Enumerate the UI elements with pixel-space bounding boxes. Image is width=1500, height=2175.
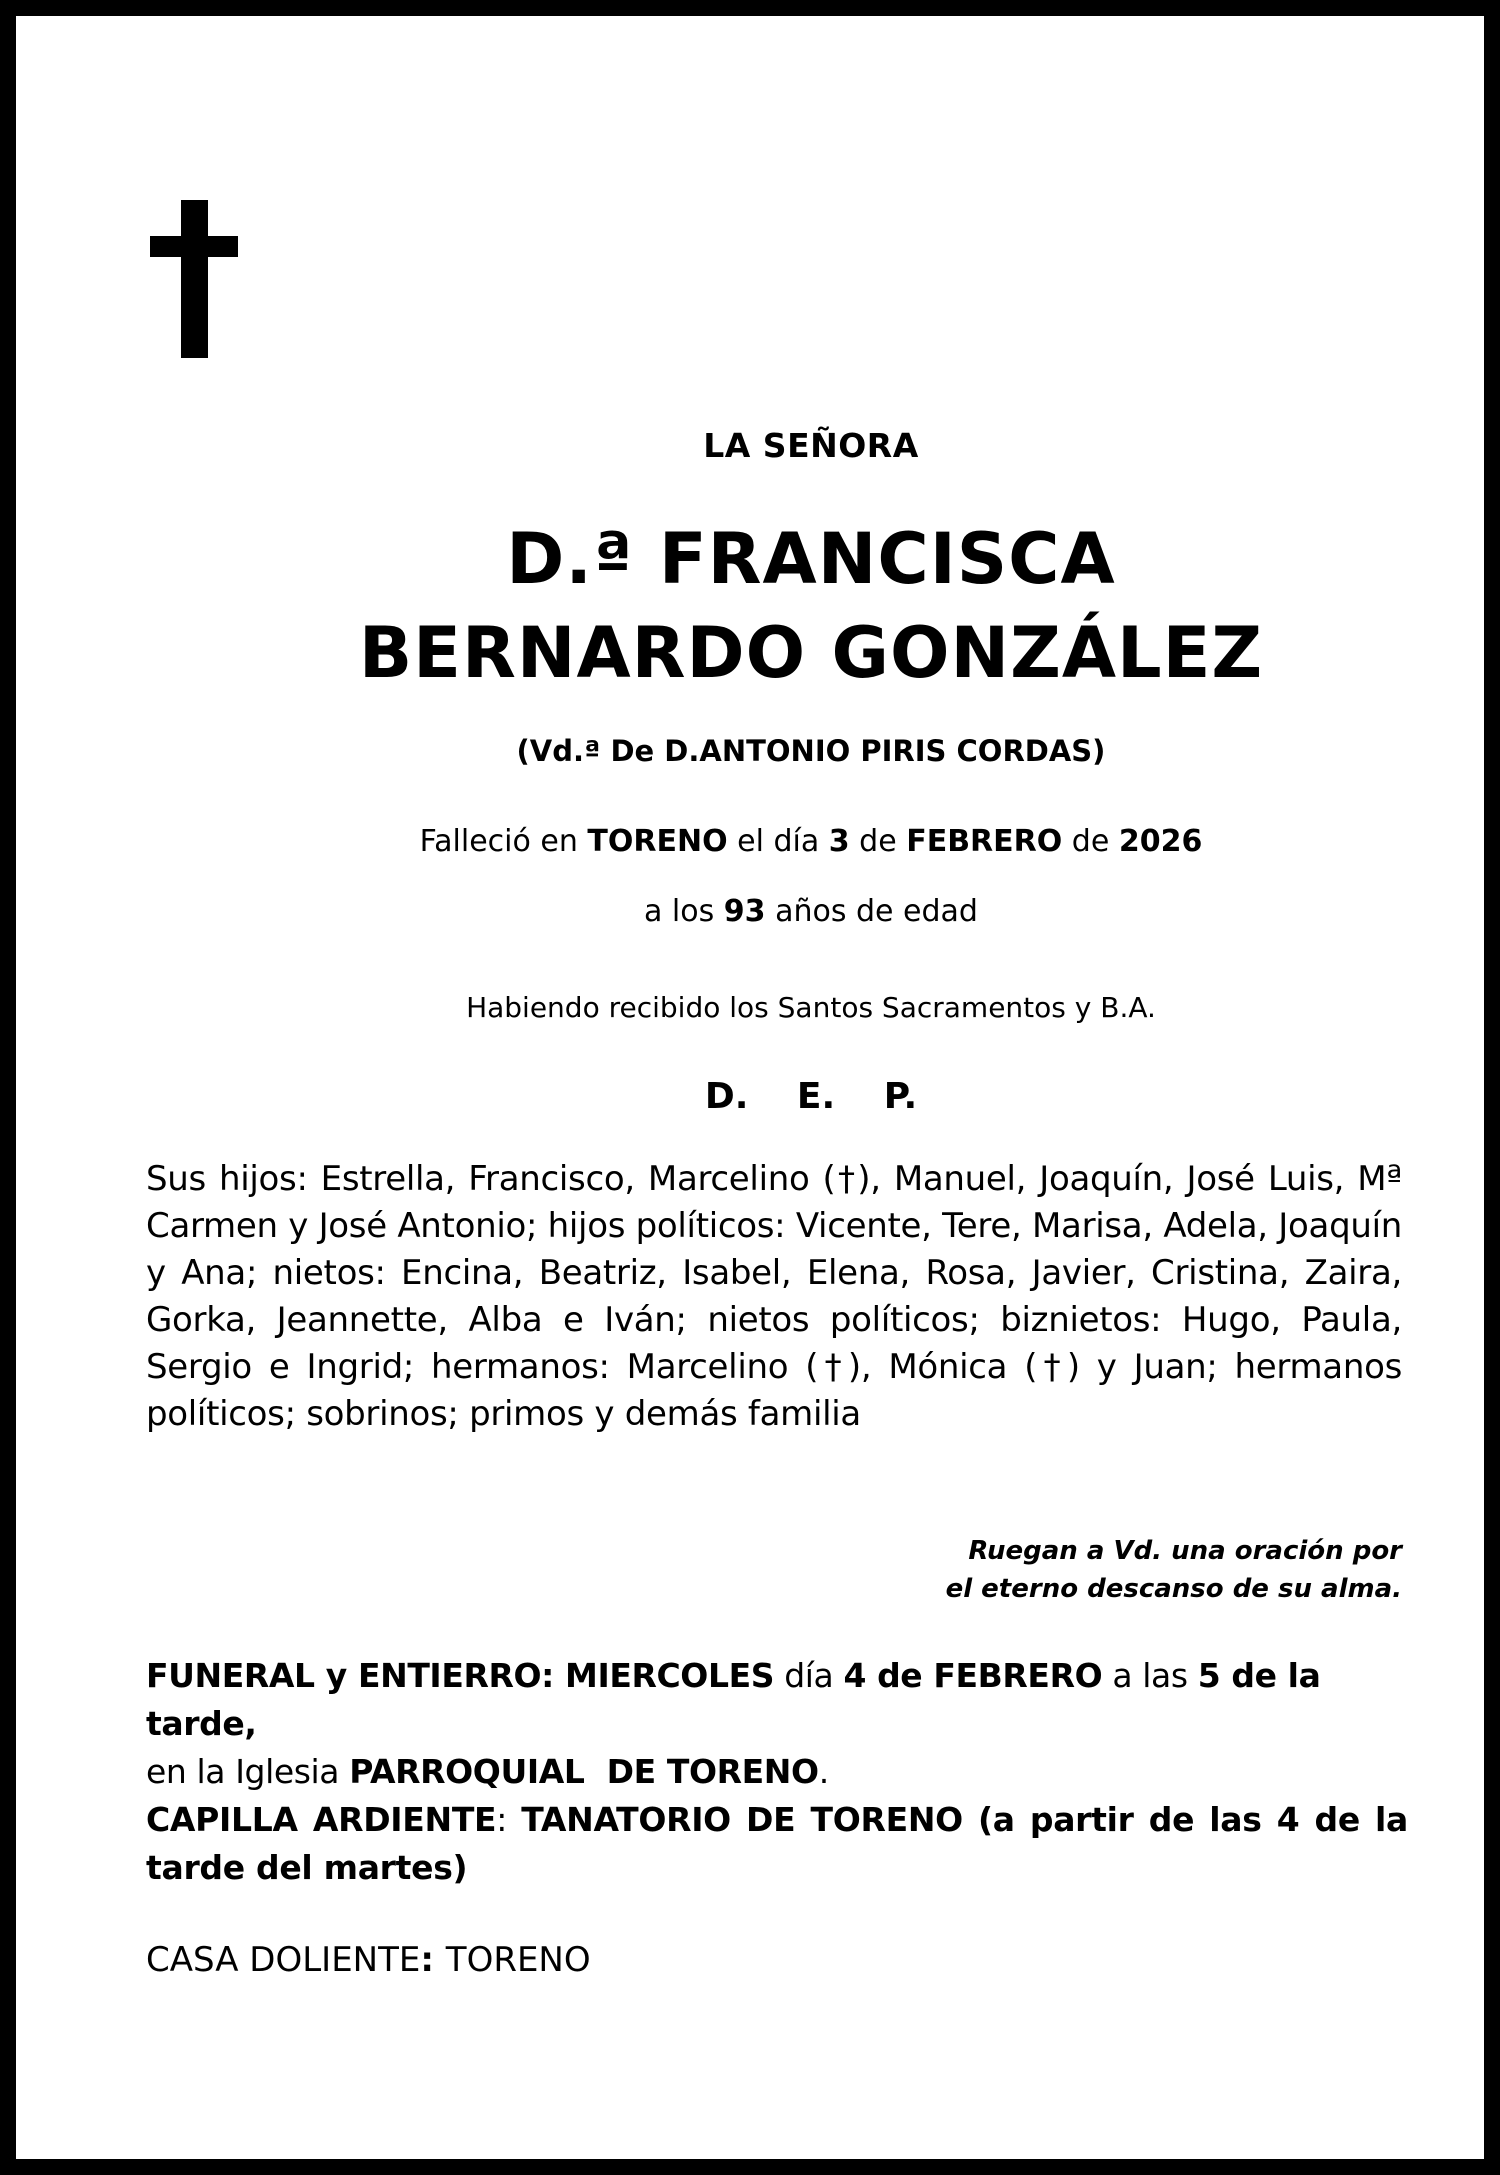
cross-icon (150, 200, 238, 358)
funeral-details (146, 1652, 1408, 1796)
widow-of: (Vd.ª De D.ANTONIO PIRIS CORDAS) (516, 734, 1106, 768)
deceased-name (316, 512, 1306, 700)
funeral-text: . (818, 1752, 829, 1791)
funeral-text: en la Iglesia (146, 1752, 350, 1791)
family-list: Sus hijos: Estrella, Francisco, Marcelino (†), Manuel, Joaquín, José Luis, Mª Carmen y José Antonio; hijos políticos: Vicente, Tere, Marisa, Adela, Joaquín y Ana; nietos: Encina, Beatriz, Isabel, Elena, Rosa, Javier, Cristina, Zaira, Gorka, Jeannette, Alba e Iván; nietos políticos; biznietos: Hugo, Paula, Sergio e Ingrid; hermanos: Marcelino (†), Mónica (†) y Juan; hermanos políticos; sobrinos; primos y demás familia (146, 1159, 1403, 1434)
funeral-date: 4 de FEBRERO (843, 1656, 1103, 1695)
chapel-details (146, 1796, 1408, 1892)
funeral-church: PARROQUIAL DE TORENO (349, 1752, 819, 1791)
deceased-name-line2: BERNARDO GONZÁLEZ (358, 612, 1264, 694)
death-year: 2026 (1118, 824, 1203, 859)
mourning-house (146, 1936, 1408, 1984)
death-day: 3 (828, 824, 850, 859)
funeral-time: 5 de la tarde, (146, 1656, 1321, 1743)
age-text: a los (644, 894, 724, 929)
death-place: TORENO (587, 824, 728, 859)
cross-vertical-bar (181, 200, 208, 358)
house-value: TORENO (445, 1940, 591, 1980)
deceased-name-line1: D.ª FRANCISCA (506, 518, 1116, 600)
funeral-label: FUNERAL y ENTIERRO: MIERCOLES (146, 1656, 775, 1695)
death-statement (316, 824, 1306, 859)
house-label: CASA DOLIENTE (146, 1940, 421, 1980)
death-text: Falleció en (419, 824, 588, 859)
rip-abbreviation: D. E. P. (704, 1076, 918, 1117)
death-month: FEBRERO (906, 824, 1063, 859)
chapel-separator: : (496, 1800, 522, 1839)
age-statement (316, 894, 1306, 929)
funeral-text: día (774, 1656, 844, 1695)
house-separator: : (420, 1940, 446, 1980)
chapel-label: CAPILLA ARDIENTE (146, 1800, 497, 1839)
death-text: de (1062, 824, 1119, 859)
obituary-card (16, 16, 1484, 2159)
age-years: 93 (723, 894, 766, 929)
cross-horizontal-bar (150, 236, 238, 257)
death-text: el día (727, 824, 829, 859)
prayer-line2: el eterno descanso de su alma. (945, 1574, 1402, 1604)
death-text: de (849, 824, 907, 859)
title-prefix: LA SEÑORA (703, 426, 919, 465)
funeral-text: a las (1102, 1656, 1198, 1695)
prayer-line1: Ruegan a Vd. una oración por (968, 1536, 1402, 1566)
chapel-value: TANATORIO DE TORENO (a partir de las 4 de la tarde del martes) (146, 1800, 1409, 1887)
prayer-request (716, 1532, 1402, 1608)
age-text: años de edad (765, 894, 978, 929)
sacraments-statement: Habiendo recibido los Santos Sacramentos y B.A. (466, 991, 1156, 1024)
